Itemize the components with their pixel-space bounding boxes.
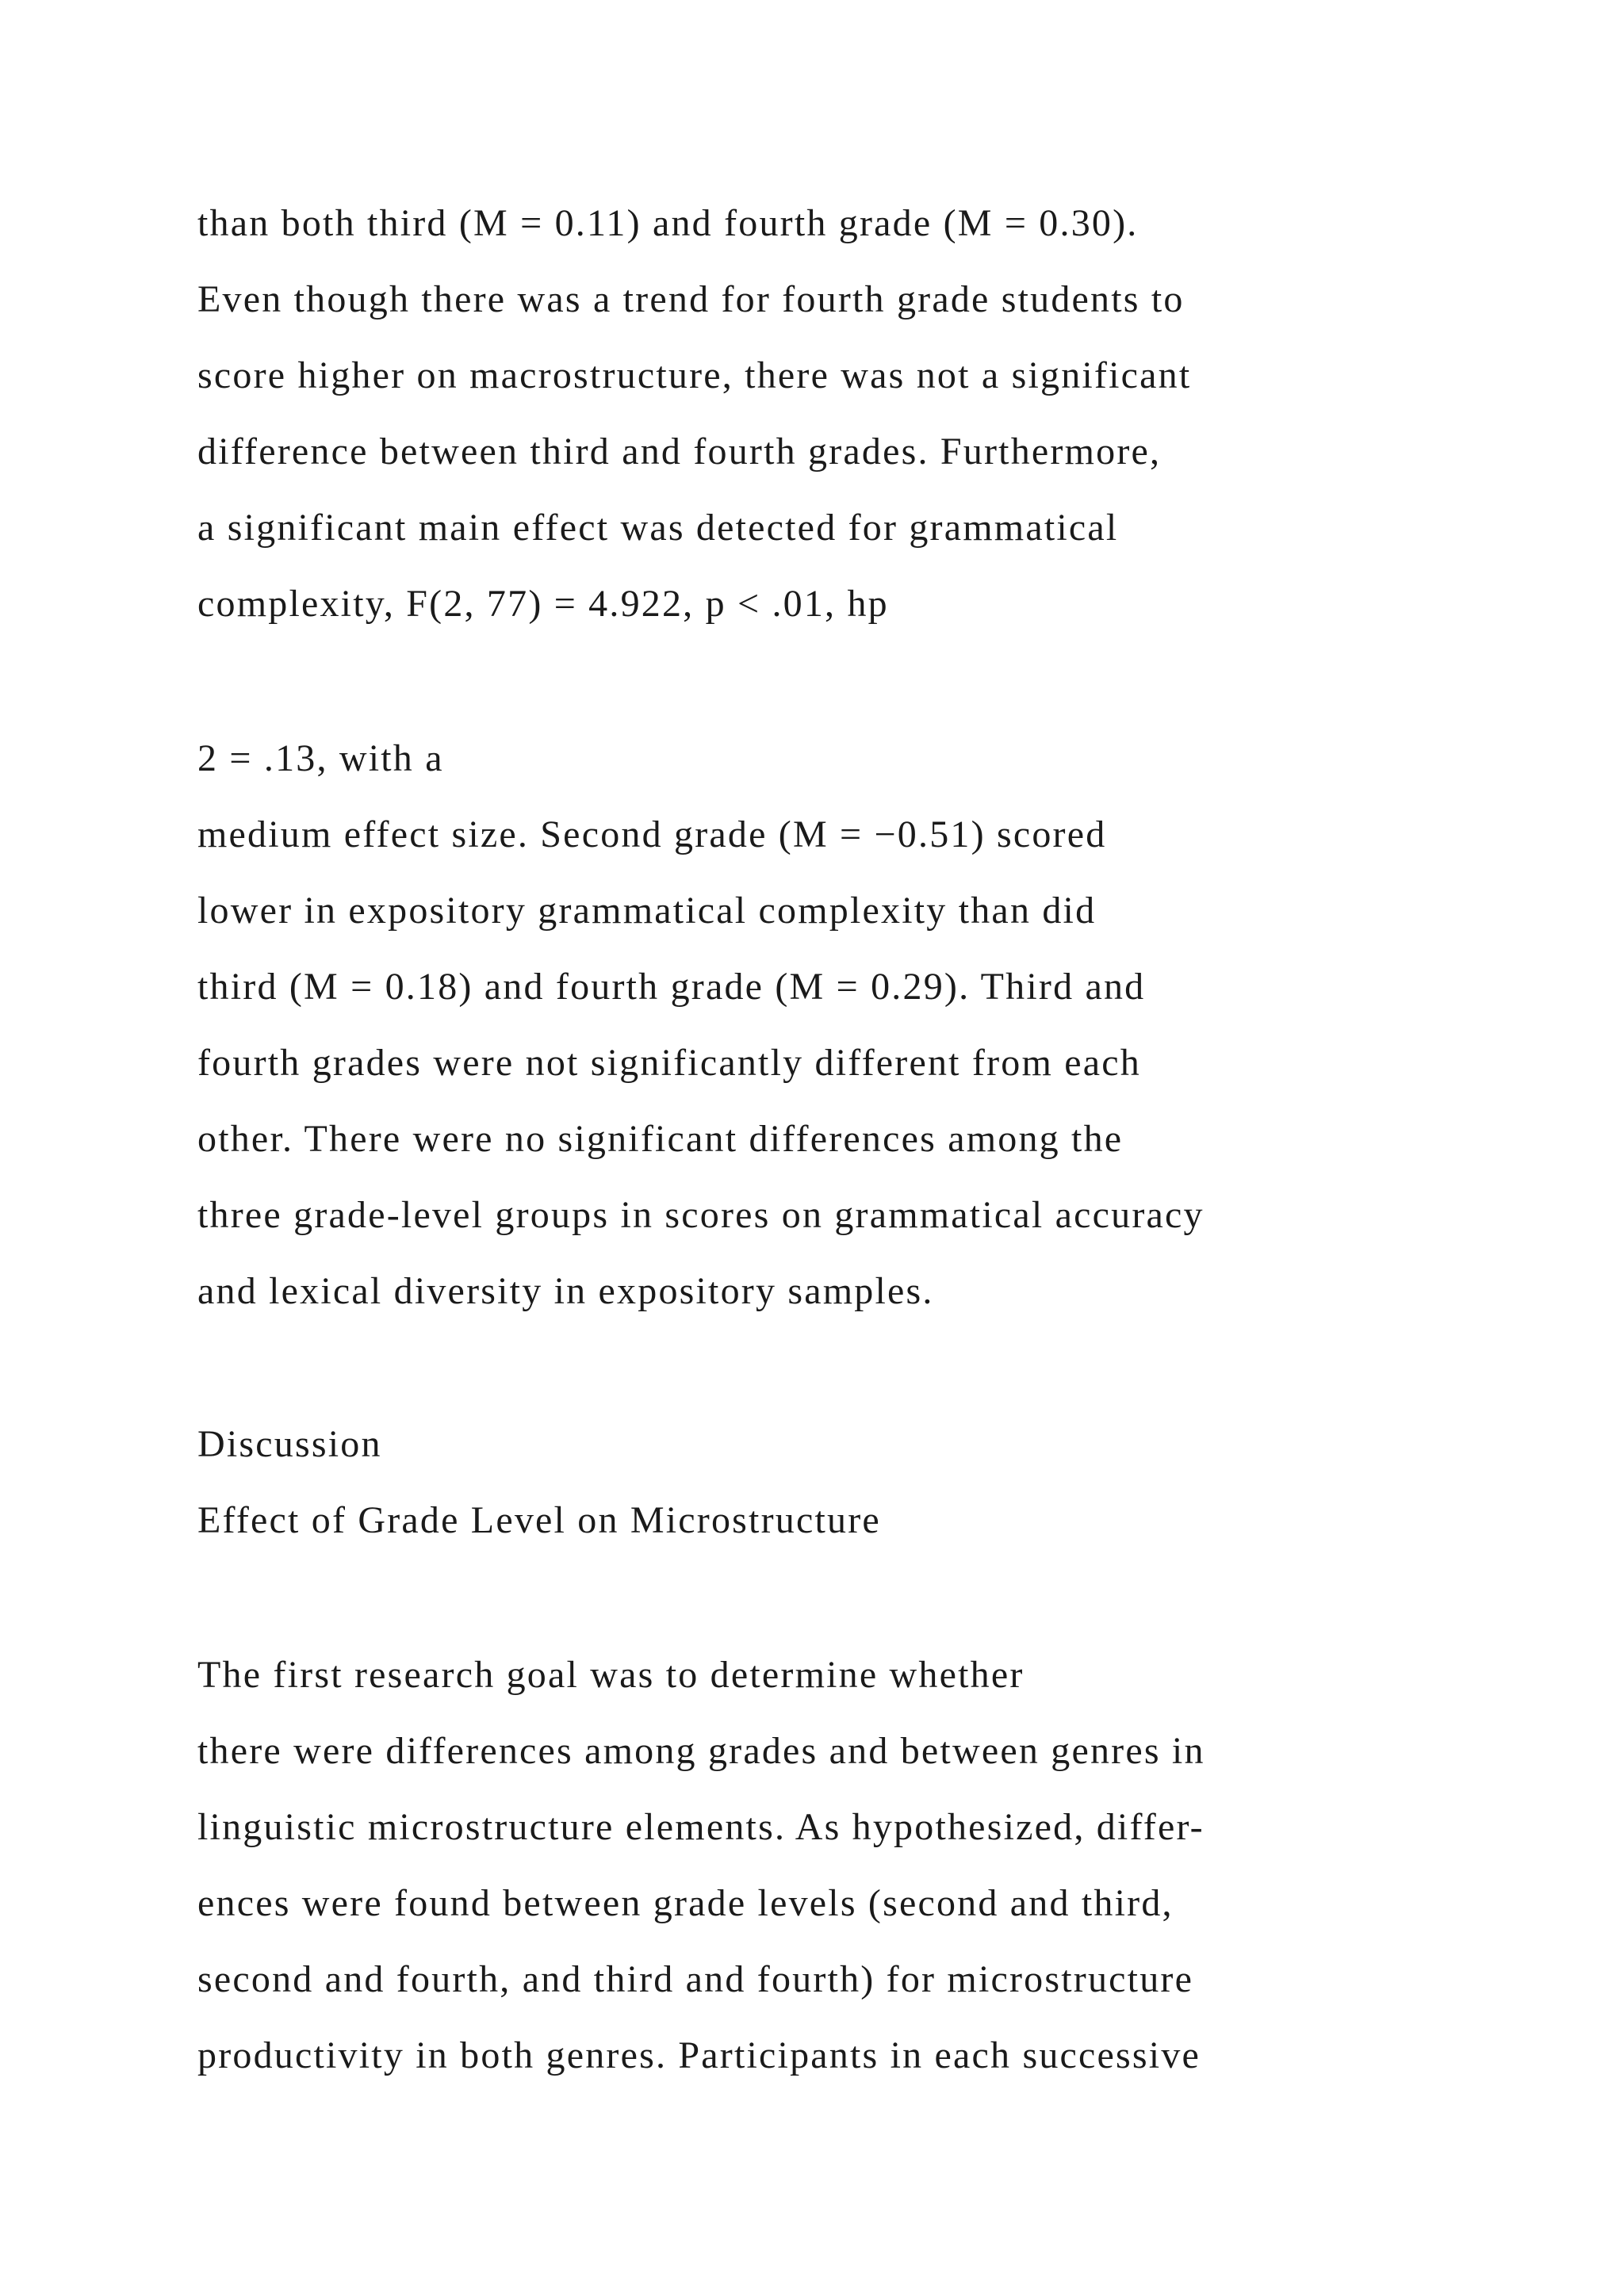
text-line: productivity in both genres. Participants in each successive <box>197 2034 1201 2076</box>
text-line: three grade-level groups in scores on grammatical accuracy <box>197 1194 1205 1236</box>
text-line: than both third (M = 0.11) and fourth grade (M = 0.30). <box>197 202 1139 244</box>
text-line: linguistic microstructure elements. As hypothesized, differ- <box>197 1806 1205 1848</box>
text-line: 2 = .13, with a <box>197 737 444 779</box>
text-line: difference between third and fourth grades. Furthermore, <box>197 430 1162 473</box>
text-line: lower in expository grammatical complexity than did <box>197 890 1097 932</box>
text-line: other. There were no significant differences among the <box>197 1118 1124 1160</box>
text-line: second and fourth, and third and fourth) for microstructure <box>197 1958 1194 2000</box>
text-line: third (M = 0.18) and fourth grade (M = 0.29). Third and <box>197 966 1146 1008</box>
text-line: ences were found between grade levels (second and third, <box>197 1882 1174 1924</box>
section-heading: Discussion <box>197 1423 382 1465</box>
text-line: fourth grades were not significantly different from each <box>197 1042 1141 1084</box>
text-line: score higher on macrostructure, there was not a significant <box>197 354 1192 396</box>
text-line: Even though there was a trend for fourth grade students to <box>197 278 1185 320</box>
text-line: a significant main effect was detected for grammatical <box>197 507 1119 549</box>
text-line: and lexical diversity in expository samples. <box>197 1270 934 1312</box>
text-line: complexity, F(2, 77) = 4.922, p < .01, hp <box>197 583 889 625</box>
text-line: medium effect size. Second grade (M = −0.51) scored <box>197 813 1107 855</box>
text-line: The first research goal was to determine whether <box>197 1654 1025 1696</box>
subsection-heading: Effect of Grade Level on Microstructure <box>197 1499 881 1541</box>
text-line: there were differences among grades and between genres in <box>197 1730 1205 1772</box>
